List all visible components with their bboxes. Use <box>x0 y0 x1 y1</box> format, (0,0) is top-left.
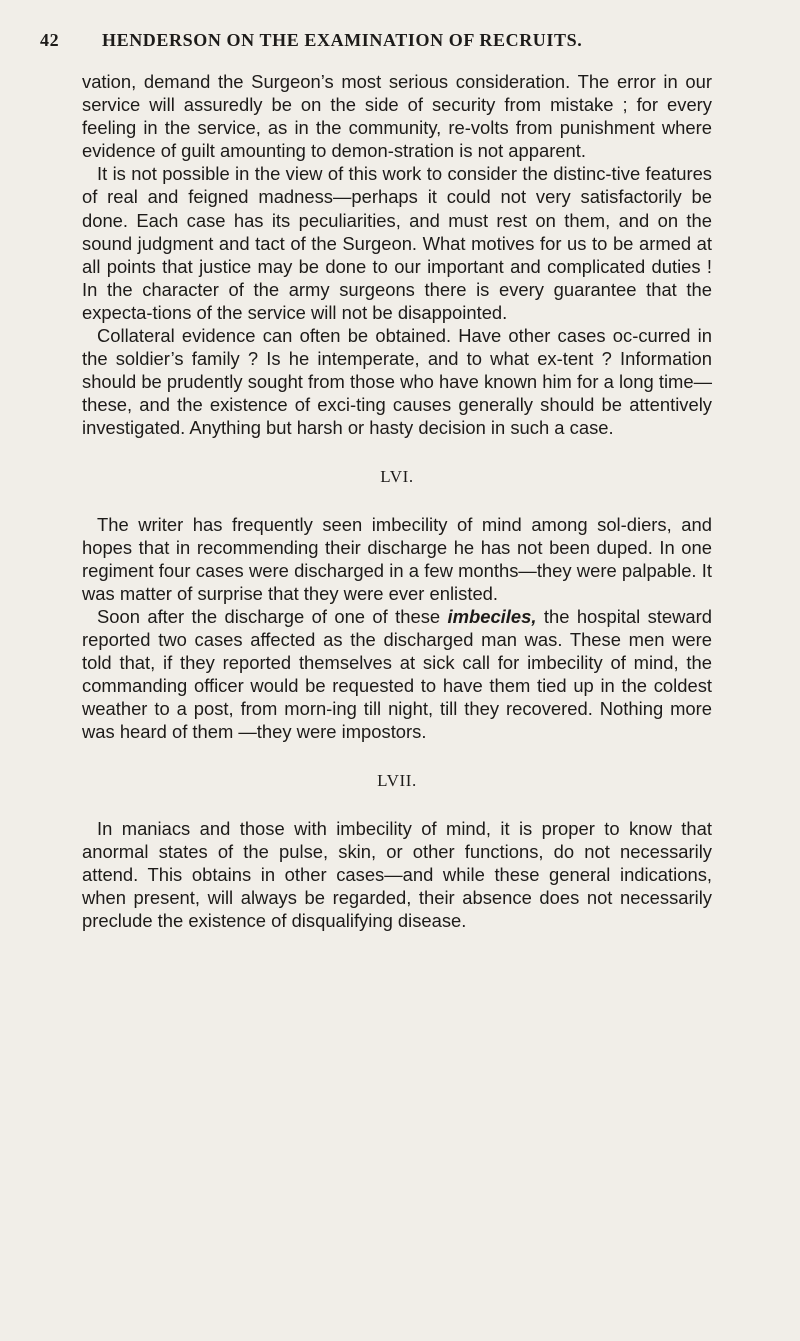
paragraph-continuation: vation, demand the Surgeon’s most serious consideration. The error in our service will assuredly be on the side of security from mistake ; for every feeling in the service, as in the community, re-volts from punishment where evidence of guilt amounting to demon-stration is not apparent. <box>82 71 712 162</box>
section-heading-lvii: LVII. <box>377 770 417 790</box>
italic-term: imbeciles, <box>447 605 537 627</box>
paragraph-maniacs: In maniacs and those with imbecility of mind, it is proper to know that anormal states of the pulse, skin, or other functions, do not necessarily attend. This obtains in other cases—and while these general indications, when present, will always be regarded, their absence does not necessarily preclude the existence of disqualifying disease. <box>82 817 712 931</box>
paragraph-feigned-madness: It is not possible in the view of this work to consider the distinc-tive features of real and feigned madness—perhaps it could not very satisfactorily be done. Each case has its peculiarities, and must rest on them, and on the sound judgment and tact of the Surgeon. What motives for us to be armed at all points that justice may be done to our important and complicated duties ! In the character of the army surgeons there is every guarantee that the expecta-tions of the service will not be disappointed. <box>82 163 712 323</box>
paragraph-collateral-evidence: Collateral evidence can often be obtained. Have other cases oc-curred in the soldier’s family ? Is he intemperate, and to what ex-tent ? Information should be prudently sought from those who have known him for a long time—these, and the existence of exci-ting causes generally should be attentively investigated. Anything but harsh or hasty decision in such a case. <box>82 325 712 439</box>
section-heading-lvi: LVI. <box>380 466 414 486</box>
body-text <box>82 70 712 932</box>
running-title: HENDERSON ON THE EXAMINATION OF RECRUITS. <box>102 30 583 50</box>
page-number: 42 <box>40 30 60 50</box>
paragraph-impostors-start: Soon after the discharge of one of these <box>97 605 448 627</box>
paragraph-imbecility: The writer has frequently seen imbecility of mind among sol-diers, and hopes that in recommending their discharge he has not been duped. In one regiment four cases were discharged in a few months—they were palpable. It was matter of surprise that they were ever enlisted. <box>82 513 712 604</box>
paragraph-impostors-end: the hospital steward reported two cases affected as the discharged man was. These men were told that, if they reported themselves at sick call for imbecility of mind, the commanding officer would be requested to have them tied up in the coldest weather to a post, from morn-ing till night, till they recovered. Nothing more was heard of them —they were impostors. <box>82 605 712 743</box>
page-header <box>40 30 700 54</box>
paragraph-impostors <box>82 605 712 744</box>
